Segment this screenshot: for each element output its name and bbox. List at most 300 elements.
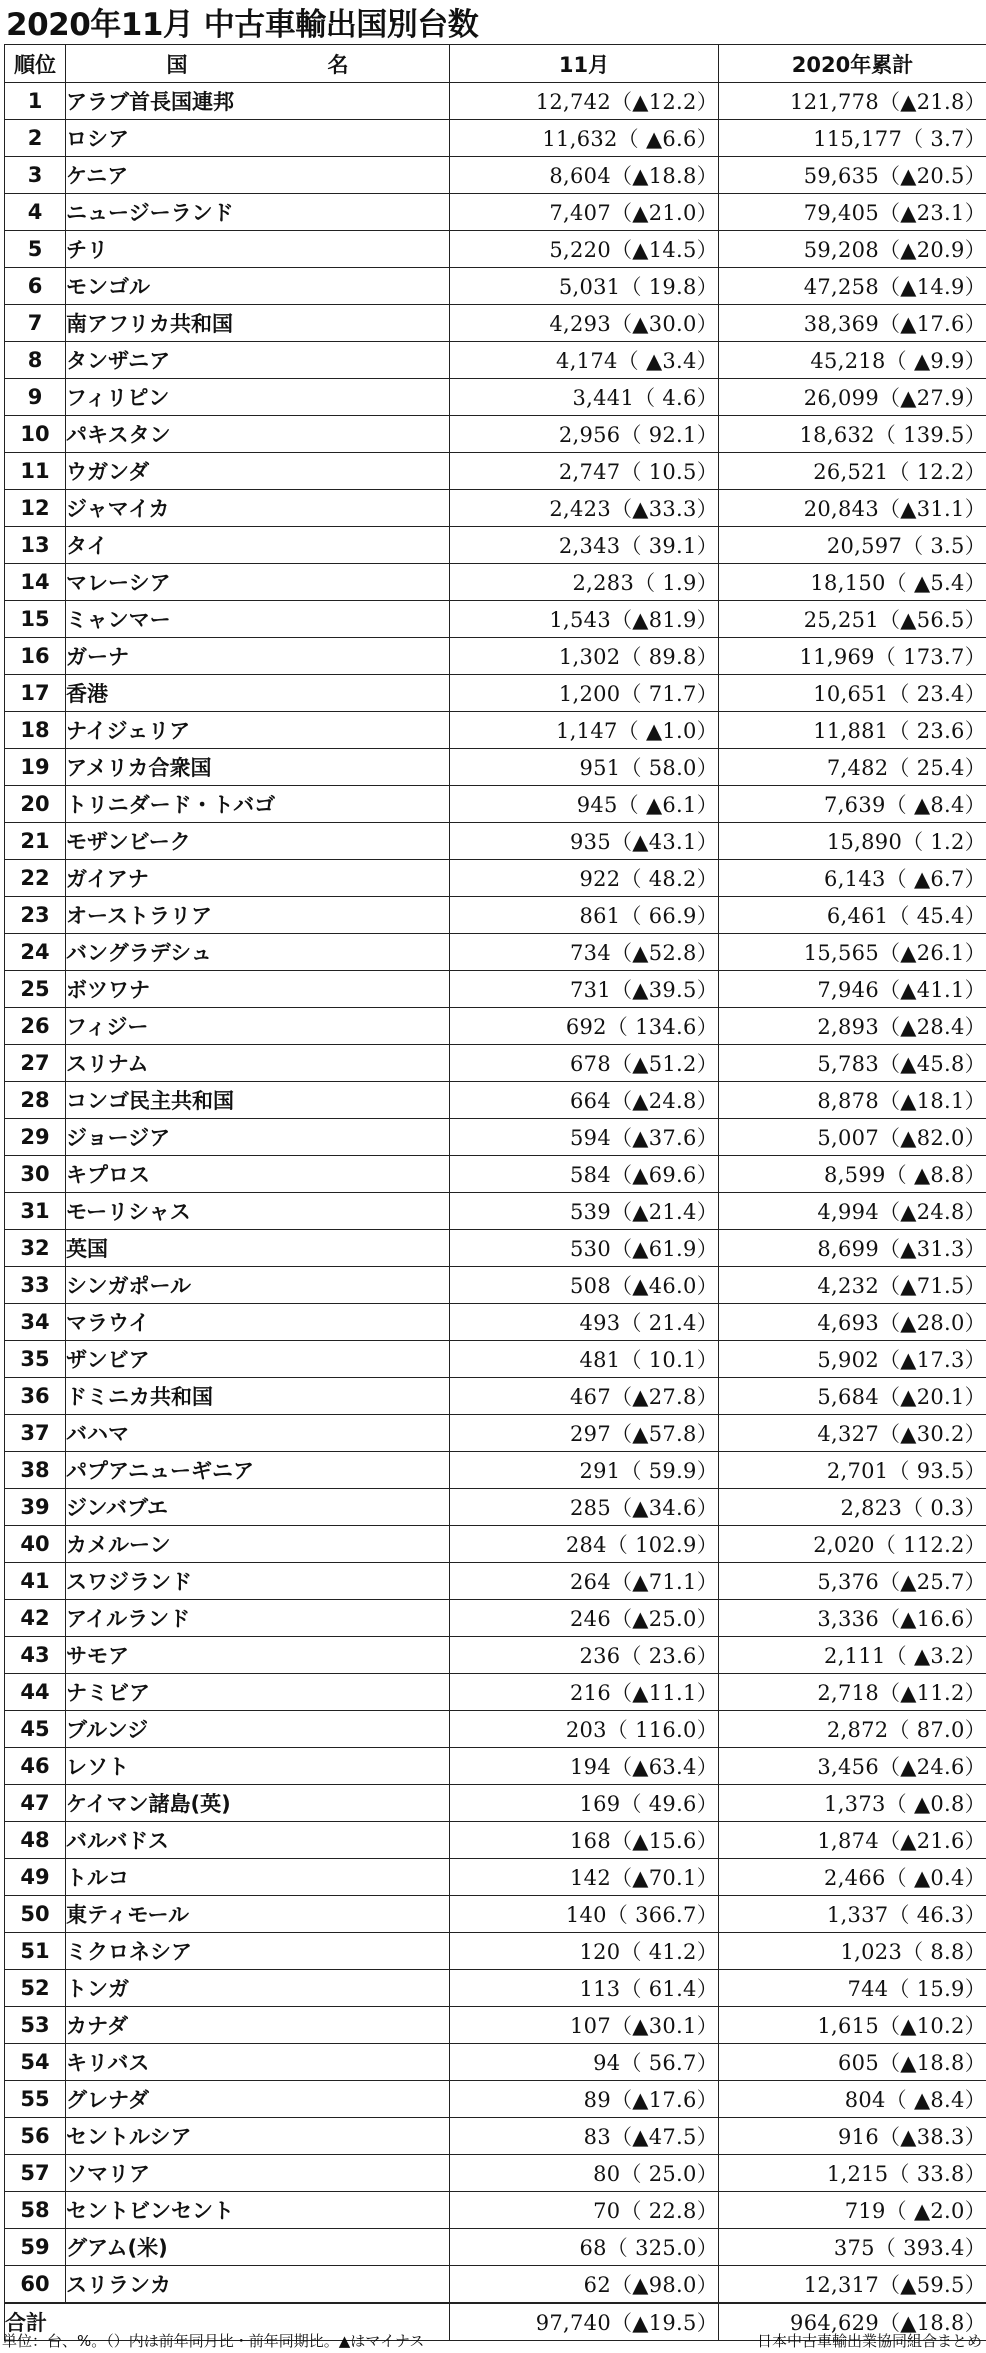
cumulative-cell: 744（ 15.9） (719, 1970, 986, 2007)
table-row (5, 749, 986, 786)
table-row (5, 1600, 986, 1637)
month-cell: 236（ 23.6） (450, 1637, 719, 1674)
header-country-char-1: 国 (166, 52, 188, 77)
country-cell: グレナダ (66, 2081, 450, 2118)
table-row (5, 1082, 986, 1119)
rank-cell: 55 (5, 2081, 66, 2118)
month-cell: 291（ 59.9） (450, 1452, 719, 1489)
table-row (5, 1859, 986, 1896)
table-row (5, 268, 986, 305)
cumulative-cell: 4,693（▲28.0） (719, 1304, 986, 1341)
country-cell: セントルシア (66, 2118, 450, 2155)
rank-cell: 51 (5, 1933, 66, 1970)
country-cell: バルバドス (66, 1822, 450, 1859)
country-cell: グアム(米) (66, 2229, 450, 2266)
table-row (5, 1193, 986, 1230)
cumulative-cell: 18,632（ 139.5） (719, 416, 986, 453)
table-row (5, 638, 986, 675)
month-cell: 169（ 49.6） (450, 1785, 719, 1822)
table-row (5, 1785, 986, 1822)
cumulative-cell: 8,878（▲18.1） (719, 1082, 986, 1119)
table-row (5, 342, 986, 379)
cumulative-cell: 11,969（ 173.7） (719, 638, 986, 675)
country-cell: ジャマイカ (66, 490, 450, 527)
cumulative-cell: 5,783（▲45.8） (719, 1045, 986, 1082)
cumulative-cell: 47,258（▲14.9） (719, 268, 986, 305)
country-cell: 香港 (66, 675, 450, 712)
rank-cell: 24 (5, 934, 66, 971)
table-row (5, 1008, 986, 1045)
country-cell: ロシア (66, 120, 450, 157)
month-cell: 12,742（▲12.2） (450, 83, 719, 120)
footer-source: 日本中古車輸出業協同組合まとめ (756, 2332, 982, 2350)
table-row (5, 120, 986, 157)
table-row (5, 2007, 986, 2044)
country-cell: キリバス (66, 2044, 450, 2081)
rank-cell: 4 (5, 194, 66, 231)
month-cell: 107（▲30.1） (450, 2007, 719, 2044)
month-cell: 493（ 21.4） (450, 1304, 719, 1341)
country-cell: 東ティモール (66, 1896, 450, 1933)
table-row (5, 1822, 986, 1859)
month-cell: 83（▲47.5） (450, 2118, 719, 2155)
country-cell: 南アフリカ共和国 (66, 305, 450, 342)
country-cell: ジョージア (66, 1119, 450, 1156)
month-cell: 467（▲27.8） (450, 1378, 719, 1415)
month-cell: 297（▲57.8） (450, 1415, 719, 1452)
cumulative-cell: 2,893（▲28.4） (719, 1008, 986, 1045)
country-cell: パプアニューギニア (66, 1452, 450, 1489)
rank-cell: 50 (5, 1896, 66, 1933)
month-cell: 216（▲11.1） (450, 1674, 719, 1711)
country-cell: カメルーン (66, 1526, 450, 1563)
cumulative-cell: 79,405（▲23.1） (719, 194, 986, 231)
country-cell: モンゴル (66, 268, 450, 305)
header-cumulative: 2020年累計 (719, 45, 986, 83)
country-cell: オーストラリア (66, 897, 450, 934)
month-cell: 285（▲34.6） (450, 1489, 719, 1526)
cumulative-cell: 1,373（ ▲0.8） (719, 1785, 986, 1822)
rank-cell: 42 (5, 1600, 66, 1637)
country-cell: モーリシャス (66, 1193, 450, 1230)
rank-cell: 8 (5, 342, 66, 379)
rank-cell: 45 (5, 1711, 66, 1748)
country-cell: マラウイ (66, 1304, 450, 1341)
cumulative-cell: 3,456（▲24.6） (719, 1748, 986, 1785)
table-row (5, 1489, 986, 1526)
month-cell: 4,293（▲30.0） (450, 305, 719, 342)
table-row (5, 1119, 986, 1156)
rank-cell: 12 (5, 490, 66, 527)
month-cell: 140（ 366.7） (450, 1896, 719, 1933)
cumulative-cell: 15,890（ 1.2） (719, 823, 986, 860)
month-cell: 1,200（ 71.7） (450, 675, 719, 712)
rank-cell: 33 (5, 1267, 66, 1304)
month-cell: 861（ 66.9） (450, 897, 719, 934)
cumulative-cell: 26,521（ 12.2） (719, 453, 986, 490)
rank-cell: 7 (5, 305, 66, 342)
table-row (5, 1378, 986, 1415)
cumulative-cell: 5,902（▲17.3） (719, 1341, 986, 1378)
month-cell: 5,220（▲14.5） (450, 231, 719, 268)
month-cell: 664（▲24.8） (450, 1082, 719, 1119)
rank-cell: 35 (5, 1341, 66, 1378)
rank-cell: 25 (5, 971, 66, 1008)
rank-cell: 15 (5, 601, 66, 638)
cumulative-cell: 2,020（ 112.2） (719, 1526, 986, 1563)
country-cell: ブルンジ (66, 1711, 450, 1748)
footer-note: 単位：台、%。（）内は前年同月比・前年同期比。▲はマイナス (2, 2332, 425, 2350)
rank-cell: 1 (5, 83, 66, 120)
month-cell: 264（▲71.1） (450, 1563, 719, 1600)
country-cell: セントビンセント (66, 2192, 450, 2229)
cumulative-cell: 6,461（ 45.4） (719, 897, 986, 934)
cumulative-cell: 2,111（ ▲3.2） (719, 1637, 986, 1674)
cumulative-cell: 8,599（ ▲8.8） (719, 1156, 986, 1193)
month-cell: 11,632（ ▲6.6） (450, 120, 719, 157)
cumulative-cell: 20,843（▲31.1） (719, 490, 986, 527)
cumulative-cell: 11,881（ 23.6） (719, 712, 986, 749)
country-cell: ミャンマー (66, 601, 450, 638)
rank-cell: 9 (5, 379, 66, 416)
table-body (5, 83, 986, 2304)
cumulative-cell: 26,099（▲27.9） (719, 379, 986, 416)
rank-cell: 23 (5, 897, 66, 934)
rank-cell: 5 (5, 231, 66, 268)
cumulative-cell: 7,482（ 25.4） (719, 749, 986, 786)
month-cell: 2,343（ 39.1） (450, 527, 719, 564)
cumulative-cell: 1,337（ 46.3） (719, 1896, 986, 1933)
rank-cell: 30 (5, 1156, 66, 1193)
country-cell: モザンビーク (66, 823, 450, 860)
header-country-char-2: 名 (327, 52, 349, 77)
table-row (5, 231, 986, 268)
table-row (5, 2118, 986, 2155)
country-cell: バングラデシュ (66, 934, 450, 971)
cumulative-cell: 6,143（ ▲6.7） (719, 860, 986, 897)
cumulative-cell: 8,699（▲31.3） (719, 1230, 986, 1267)
table-row (5, 453, 986, 490)
month-cell: 8,604（▲18.8） (450, 157, 719, 194)
month-cell: 2,423（▲33.3） (450, 490, 719, 527)
cumulative-cell: 18,150（ ▲5.4） (719, 564, 986, 601)
table-row (5, 1045, 986, 1082)
rank-cell: 36 (5, 1378, 66, 1415)
country-cell: ナミビア (66, 1674, 450, 1711)
table-row (5, 2044, 986, 2081)
rank-cell: 34 (5, 1304, 66, 1341)
country-cell: トルコ (66, 1859, 450, 1896)
rank-cell: 53 (5, 2007, 66, 2044)
month-cell: 2,283（ 1.9） (450, 564, 719, 601)
rank-cell: 2 (5, 120, 66, 157)
month-cell: 2,747（ 10.5） (450, 453, 719, 490)
month-cell: 62（▲98.0） (450, 2266, 719, 2304)
footer (0, 2330, 986, 2352)
table-row (5, 860, 986, 897)
rank-cell: 52 (5, 1970, 66, 2007)
table-row (5, 305, 986, 342)
country-cell: コンゴ民主共和国 (66, 1082, 450, 1119)
cumulative-cell: 45,218（ ▲9.9） (719, 342, 986, 379)
month-cell: 692（ 134.6） (450, 1008, 719, 1045)
rank-cell: 3 (5, 157, 66, 194)
header-country (66, 45, 450, 83)
country-cell: トリニダード・トバゴ (66, 786, 450, 823)
country-cell: 英国 (66, 1230, 450, 1267)
cumulative-cell: 59,208（▲20.9） (719, 231, 986, 268)
total-month: 97,740（▲19.5） (450, 2303, 719, 2341)
cumulative-cell: 10,651（ 23.4） (719, 675, 986, 712)
rank-cell: 21 (5, 823, 66, 860)
table-row (5, 416, 986, 453)
table-row (5, 2229, 986, 2266)
month-cell: 2,956（ 92.1） (450, 416, 719, 453)
month-cell: 935（▲43.1） (450, 823, 719, 860)
table-row (5, 897, 986, 934)
month-cell: 594（▲37.6） (450, 1119, 719, 1156)
table-row (5, 971, 986, 1008)
month-cell: 194（▲63.4） (450, 1748, 719, 1785)
country-cell: ミクロネシア (66, 1933, 450, 1970)
country-cell: アラブ首長国連邦 (66, 83, 450, 120)
cumulative-cell: 7,946（▲41.1） (719, 971, 986, 1008)
month-cell: 539（▲21.4） (450, 1193, 719, 1230)
month-cell: 530（▲61.9） (450, 1230, 719, 1267)
rank-cell: 57 (5, 2155, 66, 2192)
table-row (5, 1933, 986, 1970)
rank-cell: 49 (5, 1859, 66, 1896)
table-row (5, 1674, 986, 1711)
cumulative-cell: 2,823（ 0.3） (719, 1489, 986, 1526)
cumulative-cell: 5,007（▲82.0） (719, 1119, 986, 1156)
rank-cell: 46 (5, 1748, 66, 1785)
rank-cell: 14 (5, 564, 66, 601)
cumulative-cell: 5,684（▲20.1） (719, 1378, 986, 1415)
rank-cell: 19 (5, 749, 66, 786)
rank-cell: 43 (5, 1637, 66, 1674)
rank-cell: 32 (5, 1230, 66, 1267)
rank-cell: 26 (5, 1008, 66, 1045)
cumulative-cell: 5,376（▲25.7） (719, 1563, 986, 1600)
table-row (5, 83, 986, 120)
table-row (5, 1970, 986, 2007)
cumulative-cell: 1,215（ 33.8） (719, 2155, 986, 2192)
country-cell: キプロス (66, 1156, 450, 1193)
month-cell: 94（ 56.7） (450, 2044, 719, 2081)
month-cell: 168（▲15.6） (450, 1822, 719, 1859)
month-cell: 945（ ▲6.1） (450, 786, 719, 823)
rank-cell: 44 (5, 1674, 66, 1711)
country-cell: ドミニカ共和国 (66, 1378, 450, 1415)
month-cell: 731（▲39.5） (450, 971, 719, 1008)
month-cell: 5,031（ 19.8） (450, 268, 719, 305)
cumulative-cell: 38,369（▲17.6） (719, 305, 986, 342)
table-row (5, 1637, 986, 1674)
month-cell: 203（ 116.0） (450, 1711, 719, 1748)
month-cell: 3,441（ 4.6） (450, 379, 719, 416)
total-cumulative: 964,629（▲18.8） (719, 2303, 986, 2341)
cumulative-cell: 115,177（ 3.7） (719, 120, 986, 157)
country-cell: フィジー (66, 1008, 450, 1045)
country-cell: スリランカ (66, 2266, 450, 2304)
country-cell: ウガンダ (66, 453, 450, 490)
country-cell: タンザニア (66, 342, 450, 379)
table-row (5, 1896, 986, 1933)
table-row (5, 2192, 986, 2229)
month-cell: 1,302（ 89.8） (450, 638, 719, 675)
country-cell: ガイアナ (66, 860, 450, 897)
rank-cell: 59 (5, 2229, 66, 2266)
table-row (5, 1230, 986, 1267)
table-row (5, 490, 986, 527)
cumulative-cell: 25,251（▲56.5） (719, 601, 986, 638)
cumulative-cell: 2,701（ 93.5） (719, 1452, 986, 1489)
rank-cell: 60 (5, 2266, 66, 2304)
month-cell: 1,147（ ▲1.0） (450, 712, 719, 749)
rank-cell: 38 (5, 1452, 66, 1489)
country-cell: アメリカ合衆国 (66, 749, 450, 786)
rank-cell: 41 (5, 1563, 66, 1600)
country-cell: ガーナ (66, 638, 450, 675)
table-row (5, 2081, 986, 2118)
table-row (5, 379, 986, 416)
country-cell: アイルランド (66, 1600, 450, 1637)
cumulative-cell: 2,466（ ▲0.4） (719, 1859, 986, 1896)
cumulative-cell: 15,565（▲26.1） (719, 934, 986, 971)
rank-cell: 28 (5, 1082, 66, 1119)
country-cell: シンガポール (66, 1267, 450, 1304)
cumulative-cell: 605（▲18.8） (719, 2044, 986, 2081)
country-cell: フィリピン (66, 379, 450, 416)
rank-cell: 20 (5, 786, 66, 823)
country-cell: ナイジェリア (66, 712, 450, 749)
header-rank: 順位 (5, 45, 66, 83)
country-cell: スワジランド (66, 1563, 450, 1600)
rank-cell: 17 (5, 675, 66, 712)
month-cell: 481（ 10.1） (450, 1341, 719, 1378)
table-row (5, 564, 986, 601)
rank-cell: 18 (5, 712, 66, 749)
cumulative-cell: 375（ 393.4） (719, 2229, 986, 2266)
month-cell: 1,543（▲81.9） (450, 601, 719, 638)
country-cell: マレーシア (66, 564, 450, 601)
total-label: 合計 (5, 2303, 450, 2341)
table-row (5, 823, 986, 860)
rank-cell: 39 (5, 1489, 66, 1526)
cumulative-cell: 3,336（▲16.6） (719, 1600, 986, 1637)
country-cell: チリ (66, 231, 450, 268)
page-title: 2020年11月 中古車輸出国別台数 (6, 7, 479, 43)
export-table (4, 44, 986, 2341)
country-cell: スリナム (66, 1045, 450, 1082)
rank-cell: 29 (5, 1119, 66, 1156)
country-cell: カナダ (66, 2007, 450, 2044)
table-row (5, 934, 986, 971)
country-cell: タイ (66, 527, 450, 564)
month-cell: 70（ 22.8） (450, 2192, 719, 2229)
country-cell: ボツワナ (66, 971, 450, 1008)
month-cell: 89（▲17.6） (450, 2081, 719, 2118)
month-cell: 4,174（ ▲3.4） (450, 342, 719, 379)
table-row (5, 527, 986, 564)
table-row (5, 2266, 986, 2304)
rank-cell: 6 (5, 268, 66, 305)
rank-cell: 48 (5, 1822, 66, 1859)
rank-cell: 31 (5, 1193, 66, 1230)
cumulative-cell: 4,232（▲71.5） (719, 1267, 986, 1304)
country-cell: ソマリア (66, 2155, 450, 2192)
table-row (5, 2155, 986, 2192)
rank-cell: 22 (5, 860, 66, 897)
rank-cell: 47 (5, 1785, 66, 1822)
table-row (5, 1156, 986, 1193)
cumulative-cell: 121,778（▲21.8） (719, 83, 986, 120)
cumulative-cell: 7,639（ ▲8.4） (719, 786, 986, 823)
cumulative-cell: 4,994（▲24.8） (719, 1193, 986, 1230)
cumulative-cell: 20,597（ 3.5） (719, 527, 986, 564)
month-cell: 734（▲52.8） (450, 934, 719, 971)
table-row (5, 1415, 986, 1452)
country-cell: ケニア (66, 157, 450, 194)
country-cell: パキスタン (66, 416, 450, 453)
table-row (5, 1711, 986, 1748)
month-cell: 284（ 102.9） (450, 1526, 719, 1563)
month-cell: 584（▲69.6） (450, 1156, 719, 1193)
country-cell: ニュージーランド (66, 194, 450, 231)
country-cell: レソト (66, 1748, 450, 1785)
table-row (5, 675, 986, 712)
table-row (5, 157, 986, 194)
table-header-row (5, 45, 986, 83)
rank-cell: 13 (5, 527, 66, 564)
rank-cell: 16 (5, 638, 66, 675)
country-cell: ケイマン諸島(英) (66, 1785, 450, 1822)
header-month: 11月 (450, 45, 719, 83)
cumulative-cell: 1,874（▲21.6） (719, 1822, 986, 1859)
country-cell: バハマ (66, 1415, 450, 1452)
cumulative-cell: 719（ ▲2.0） (719, 2192, 986, 2229)
cumulative-cell: 2,872（ 87.0） (719, 1711, 986, 1748)
month-cell: 508（▲46.0） (450, 1267, 719, 1304)
country-cell: ザンビア (66, 1341, 450, 1378)
rank-cell: 40 (5, 1526, 66, 1563)
cumulative-cell: 916（▲38.3） (719, 2118, 986, 2155)
month-cell: 68（ 325.0） (450, 2229, 719, 2266)
month-cell: 922（ 48.2） (450, 860, 719, 897)
table-row (5, 1526, 986, 1563)
table-row (5, 1452, 986, 1489)
month-cell: 80（ 25.0） (450, 2155, 719, 2192)
month-cell: 678（▲51.2） (450, 1045, 719, 1082)
table-row (5, 1267, 986, 1304)
month-cell: 7,407（▲21.0） (450, 194, 719, 231)
month-cell: 113（ 61.4） (450, 1970, 719, 2007)
cumulative-cell: 12,317（▲59.5） (719, 2266, 986, 2304)
cumulative-cell: 804（ ▲8.4） (719, 2081, 986, 2118)
table-row (5, 786, 986, 823)
month-cell: 246（▲25.0） (450, 1600, 719, 1637)
rank-cell: 27 (5, 1045, 66, 1082)
table-row (5, 1748, 986, 1785)
rank-cell: 54 (5, 2044, 66, 2081)
cumulative-cell: 2,718（▲11.2） (719, 1674, 986, 1711)
rank-cell: 37 (5, 1415, 66, 1452)
month-cell: 142（▲70.1） (450, 1859, 719, 1896)
rank-cell: 10 (5, 416, 66, 453)
table-row (5, 1563, 986, 1600)
table-row (5, 712, 986, 749)
